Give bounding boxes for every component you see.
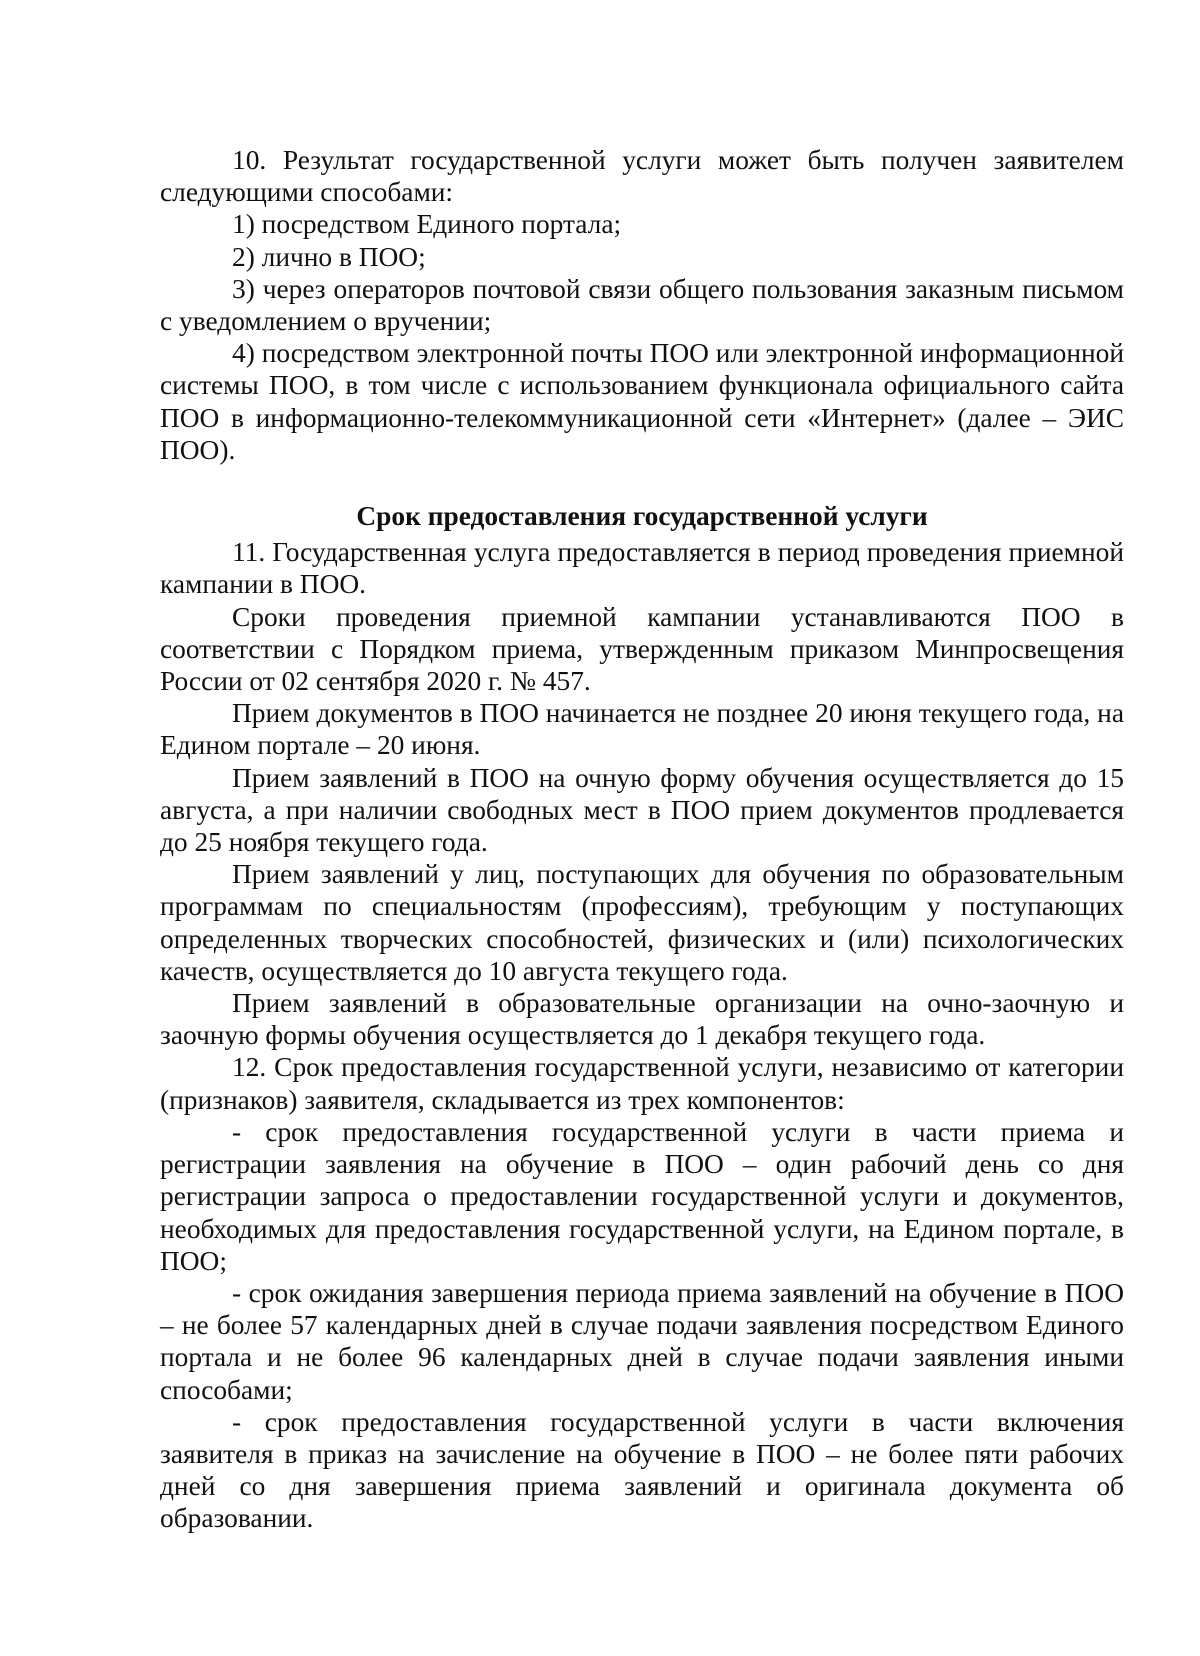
method-2: 2) лично в ПОО; xyxy=(232,241,426,272)
method-4: 4) посредством электронной почты ПОО или электронной информационной системы ПОО, в том числе с использованием функционала официального сайта ПОО в информационно-телекоммуникационной сети «Интернет» (далее – ЭИС ПОО). xyxy=(160,338,1124,465)
section-heading: Срок предоставления государственной услуги xyxy=(356,501,928,532)
method-3: 3) через операторов почтовой связи общего пользования заказным письмом с уведомлением о вручении; xyxy=(160,273,1124,337)
method-1: 1) посредством Единого портала; xyxy=(232,209,622,240)
component-1: - срок предоставления государственной услуги в части приема и регистрации заявления на обучение в ПОО – один рабочий день со дня регистрации запроса о предоставлении государственной услуги и документов, необходимых для предоставления государственной услуги, на Едином портале, в ПОО; xyxy=(160,1116,1124,1276)
document-body xyxy=(160,144,1124,1535)
paragraph-10: 10. Результат государственной услуги может быть получен заявителем следующими способами: xyxy=(160,145,1124,208)
component-3: - срок предоставления государственной услуги в части включения заявителя в приказ на зачисление на обучение в ПОО – не более пяти рабочих дней со дня завершения приема заявлений и оригинала документа об образовании. xyxy=(160,1406,1124,1534)
paragraph-12: 12. Срок предоставления государственной услуги, независимо от категории (признаков) заявителя, складывается из трех компонентов: xyxy=(160,1052,1124,1115)
paragraph-11-terms: Сроки проведения приемной кампании устанавливаются ПОО в соответствии с Порядком приема, утвержденным приказом Минпросвещения России от 02 сентября 2020 г. № 457. xyxy=(160,601,1124,697)
paragraph-11: 11. Государственная услуга предоставляется в период проведения приемной кампании в ПОО. xyxy=(160,537,1124,600)
paragraph-11-start: Прием документов в ПОО начинается не позднее 20 июня текущего года, на Едином портале – 20 июня. xyxy=(160,698,1124,761)
paragraph-11-parttime: Прием заявлений в образовательные организации на очно-заочную и заочную формы обучения осуществляется до 1 декабря текущего года. xyxy=(160,988,1124,1051)
component-2: - срок ожидания завершения периода приема заявлений на обучение в ПОО – не более 57 календарных дней в случае подачи заявления посредством Единого портала и не более 96 календарных дней в случае подачи заявления иными способами; xyxy=(160,1277,1124,1405)
paragraph-11-fulltime: Прием заявлений в ПОО на очную форму обучения осуществляется до 15 августа, а при наличии свободных мест в ПОО прием документов продлевается до 25 ноября текущего года. xyxy=(160,762,1124,858)
paragraph-11-creative: Прием заявлений у лиц, поступающих для обучения по образовательным программам по специальностям (профессиям), требующим у поступающих определенных творческих способностей, физических и (или) психологических качеств, осуществляется до 10 августа текущего года. xyxy=(160,859,1124,986)
